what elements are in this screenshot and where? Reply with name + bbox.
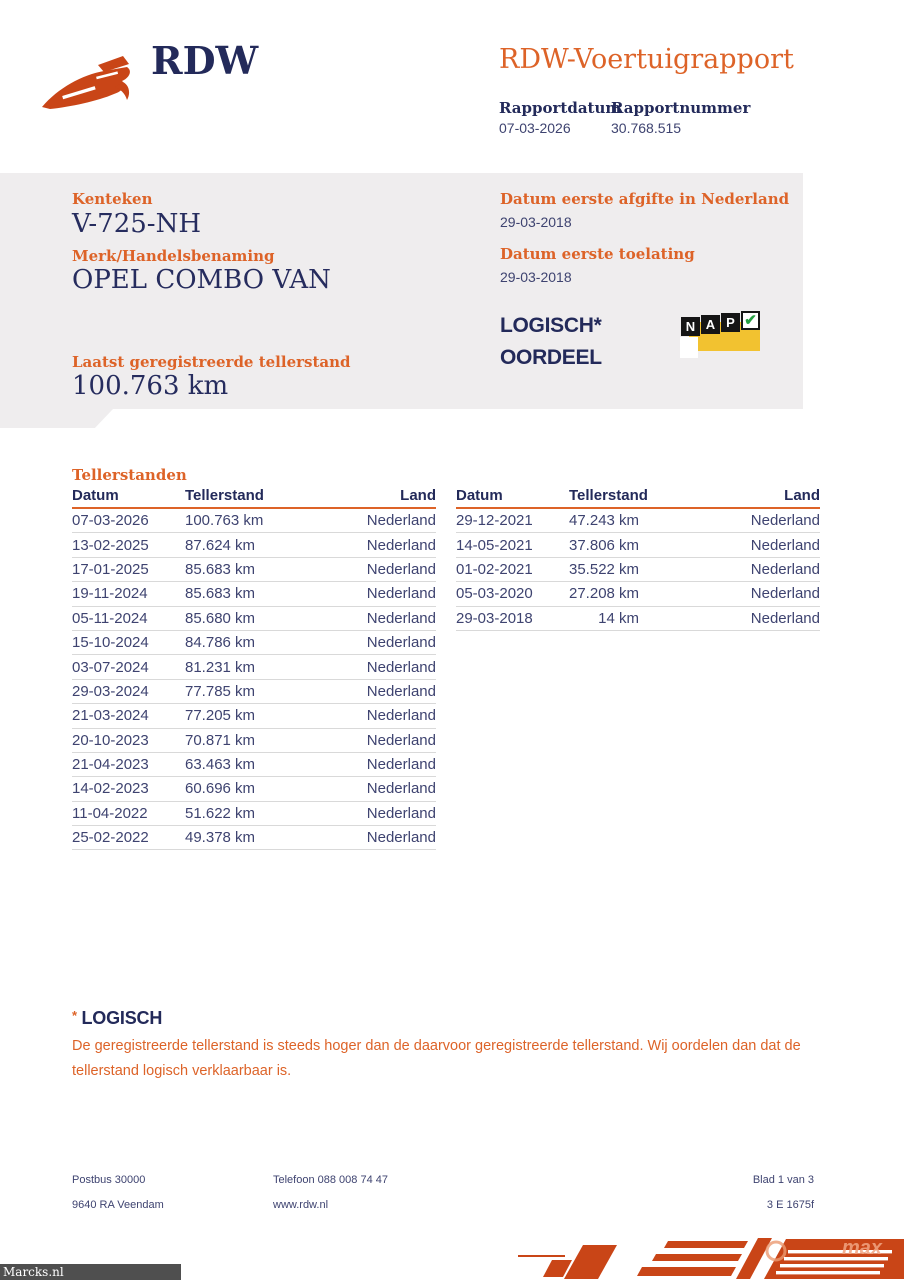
row-date: 11-04-2022 xyxy=(72,804,148,822)
nap-letter-p: P xyxy=(721,313,740,332)
row-country: Nederland xyxy=(366,707,436,725)
row-odometer: 100.763 km xyxy=(185,512,264,530)
row-odometer: 60.696 km xyxy=(185,780,256,798)
odometer-table-right xyxy=(456,487,820,631)
vehicle-summary-panel xyxy=(0,173,803,409)
footer-page-number: Blad 1 van 3 xyxy=(752,1174,814,1186)
row-odometer: 47.243 km xyxy=(569,512,640,530)
table-row xyxy=(72,631,436,655)
footer-website: www.rdw.nl xyxy=(273,1199,329,1211)
row-odometer: 85.683 km xyxy=(185,560,256,578)
merk-label: Merk/Handelsbenaming xyxy=(72,247,275,265)
table-row xyxy=(72,607,436,631)
col-tellerstand: Tellerstand xyxy=(569,487,648,504)
verdict-asterisk: * xyxy=(72,1008,78,1023)
nap-logo xyxy=(680,311,764,358)
odometer-table-left xyxy=(72,487,436,850)
merk-value: OPEL COMBO VAN xyxy=(72,265,331,295)
table-row xyxy=(72,509,436,533)
table-row xyxy=(72,777,436,801)
afgifte-label: Datum eerste afgifte in Nederland xyxy=(500,190,790,208)
row-country: Nederland xyxy=(366,536,436,554)
row-date: 07-03-2026 xyxy=(72,512,149,530)
row-country: Nederland xyxy=(366,560,436,578)
marcks-watermark-bar: Marcks.nl xyxy=(0,1264,181,1280)
row-country: Nederland xyxy=(750,560,820,578)
footer-contact xyxy=(273,1168,388,1218)
footer-address xyxy=(72,1168,164,1218)
rdw-wordmark: RDW xyxy=(151,38,259,83)
col-datum: Datum xyxy=(456,487,503,504)
report-date-value: 07-03-2026 xyxy=(499,120,571,136)
col-tellerstand: Tellerstand xyxy=(185,487,264,504)
footer-form-code: 3 E 1675f xyxy=(766,1199,814,1211)
footer-city: 9640 RA Veendam xyxy=(72,1199,164,1211)
row-odometer: 77.785 km xyxy=(185,682,256,700)
row-country: Nederland xyxy=(750,585,820,603)
row-odometer: 63.463 km xyxy=(185,756,256,774)
table-row xyxy=(72,753,436,777)
table-row xyxy=(456,509,820,533)
dealer-watermark-text: max xyxy=(842,1237,883,1259)
row-country: Nederland xyxy=(366,512,436,530)
row-date: 14-02-2023 xyxy=(72,780,149,798)
col-land: Land xyxy=(784,487,820,504)
row-odometer: 87.624 km xyxy=(185,536,256,554)
row-date: 15-10-2024 xyxy=(72,634,149,652)
row-country: Nederland xyxy=(366,780,436,798)
oordeel-line2: OORDEEL xyxy=(500,346,602,369)
col-datum: Datum xyxy=(72,487,119,504)
row-country: Nederland xyxy=(366,731,436,749)
row-country: Nederland xyxy=(366,682,436,700)
row-odometer: 14 km xyxy=(598,609,639,627)
row-odometer: 81.231 km xyxy=(185,658,256,676)
row-date: 05-03-2020 xyxy=(456,585,533,603)
row-date: 21-04-2023 xyxy=(72,756,149,774)
row-country: Nederland xyxy=(366,756,436,774)
footer-postbus: Postbus 30000 xyxy=(72,1174,146,1186)
table-header xyxy=(456,487,820,509)
row-date: 17-01-2025 xyxy=(72,560,149,578)
row-country: Nederland xyxy=(366,585,436,603)
row-odometer: 49.378 km xyxy=(185,829,256,847)
nap-letter-a: A xyxy=(701,315,720,334)
row-odometer: 37.806 km xyxy=(569,536,640,554)
row-country: Nederland xyxy=(366,829,436,847)
table-row xyxy=(72,704,436,728)
row-country: Nederland xyxy=(366,609,436,627)
laatste-tellerstand-label: Laatst geregistreerde tellerstand xyxy=(72,353,351,371)
table-row xyxy=(72,533,436,557)
row-odometer: 35.522 km xyxy=(569,560,640,578)
nap-white-notch xyxy=(680,337,698,358)
row-date: 21-03-2024 xyxy=(72,707,149,725)
rdw-feather-logo-icon xyxy=(38,50,150,114)
report-number-label: Rapportnummer xyxy=(611,99,751,117)
table-row xyxy=(72,729,436,753)
report-number-value: 30.768.515 xyxy=(611,120,682,136)
afgifte-value: 29-03-2018 xyxy=(500,214,572,230)
row-odometer: 77.205 km xyxy=(185,707,256,725)
row-date: 29-12-2021 xyxy=(456,512,533,530)
toelating-label: Datum eerste toelating xyxy=(500,245,695,263)
row-date: 29-03-2024 xyxy=(72,682,149,700)
panel-corner-tab xyxy=(0,409,113,428)
table-row xyxy=(72,680,436,704)
toelating-value: 29-03-2018 xyxy=(500,269,572,285)
row-date: 19-11-2024 xyxy=(72,585,148,603)
row-country: Nederland xyxy=(366,634,436,652)
table-row xyxy=(72,802,436,826)
row-odometer: 27.208 km xyxy=(569,585,640,603)
footer-page-info xyxy=(753,1168,814,1218)
table-row xyxy=(72,582,436,606)
row-date: 13-02-2025 xyxy=(72,536,149,554)
verdict-title: LOGISCH xyxy=(81,1008,163,1028)
row-country: Nederland xyxy=(750,536,820,554)
tellerstanden-title: Tellerstanden xyxy=(72,466,187,484)
table-header xyxy=(72,487,436,509)
footer-phone: Telefoon 088 008 74 47 xyxy=(273,1174,388,1186)
page-title: RDW-Voertuigrapport xyxy=(499,44,794,75)
row-date: 05-11-2024 xyxy=(72,609,148,627)
report-date-label: Rapportdatum xyxy=(499,99,622,117)
row-date: 20-10-2023 xyxy=(72,731,149,749)
col-land: Land xyxy=(400,487,436,504)
table-row xyxy=(72,826,436,850)
row-country: Nederland xyxy=(750,609,820,627)
verdict-heading xyxy=(72,1008,162,1029)
table-row xyxy=(456,607,820,631)
nap-check-icon: ✔ xyxy=(741,311,760,330)
row-odometer: 51.622 km xyxy=(185,804,256,822)
oordeel-line1: LOGISCH* xyxy=(500,314,602,337)
table-row xyxy=(72,558,436,582)
kenteken-label: Kenteken xyxy=(72,190,153,208)
row-country: Nederland xyxy=(366,658,436,676)
row-odometer: 85.680 km xyxy=(185,609,256,627)
row-country: Nederland xyxy=(366,804,436,822)
kenteken-value: V-725-NH xyxy=(72,209,202,239)
table-row xyxy=(72,655,436,679)
row-date: 25-02-2022 xyxy=(72,829,149,847)
row-date: 03-07-2024 xyxy=(72,658,149,676)
row-odometer: 84.786 km xyxy=(185,634,256,652)
table-row xyxy=(456,558,820,582)
nap-letter-n: N xyxy=(681,317,700,336)
row-date: 14-05-2021 xyxy=(456,536,533,554)
row-odometer: 70.871 km xyxy=(185,731,256,749)
row-date: 01-02-2021 xyxy=(456,560,533,578)
dealer-stripes-graphic xyxy=(500,1232,904,1280)
row-odometer: 85.683 km xyxy=(185,585,256,603)
table-row xyxy=(456,582,820,606)
verdict-body: De geregistreerde tellerstand is steeds hoger dan de daarvoor geregistreerde tellerstand. Wij oordelen dan dat de tellerstand logisch verklaarbaar is. xyxy=(72,1038,801,1079)
row-date: 29-03-2018 xyxy=(456,609,533,627)
table-row xyxy=(456,533,820,557)
laatste-tellerstand-value: 100.763 km xyxy=(72,371,229,401)
row-country: Nederland xyxy=(750,512,820,530)
